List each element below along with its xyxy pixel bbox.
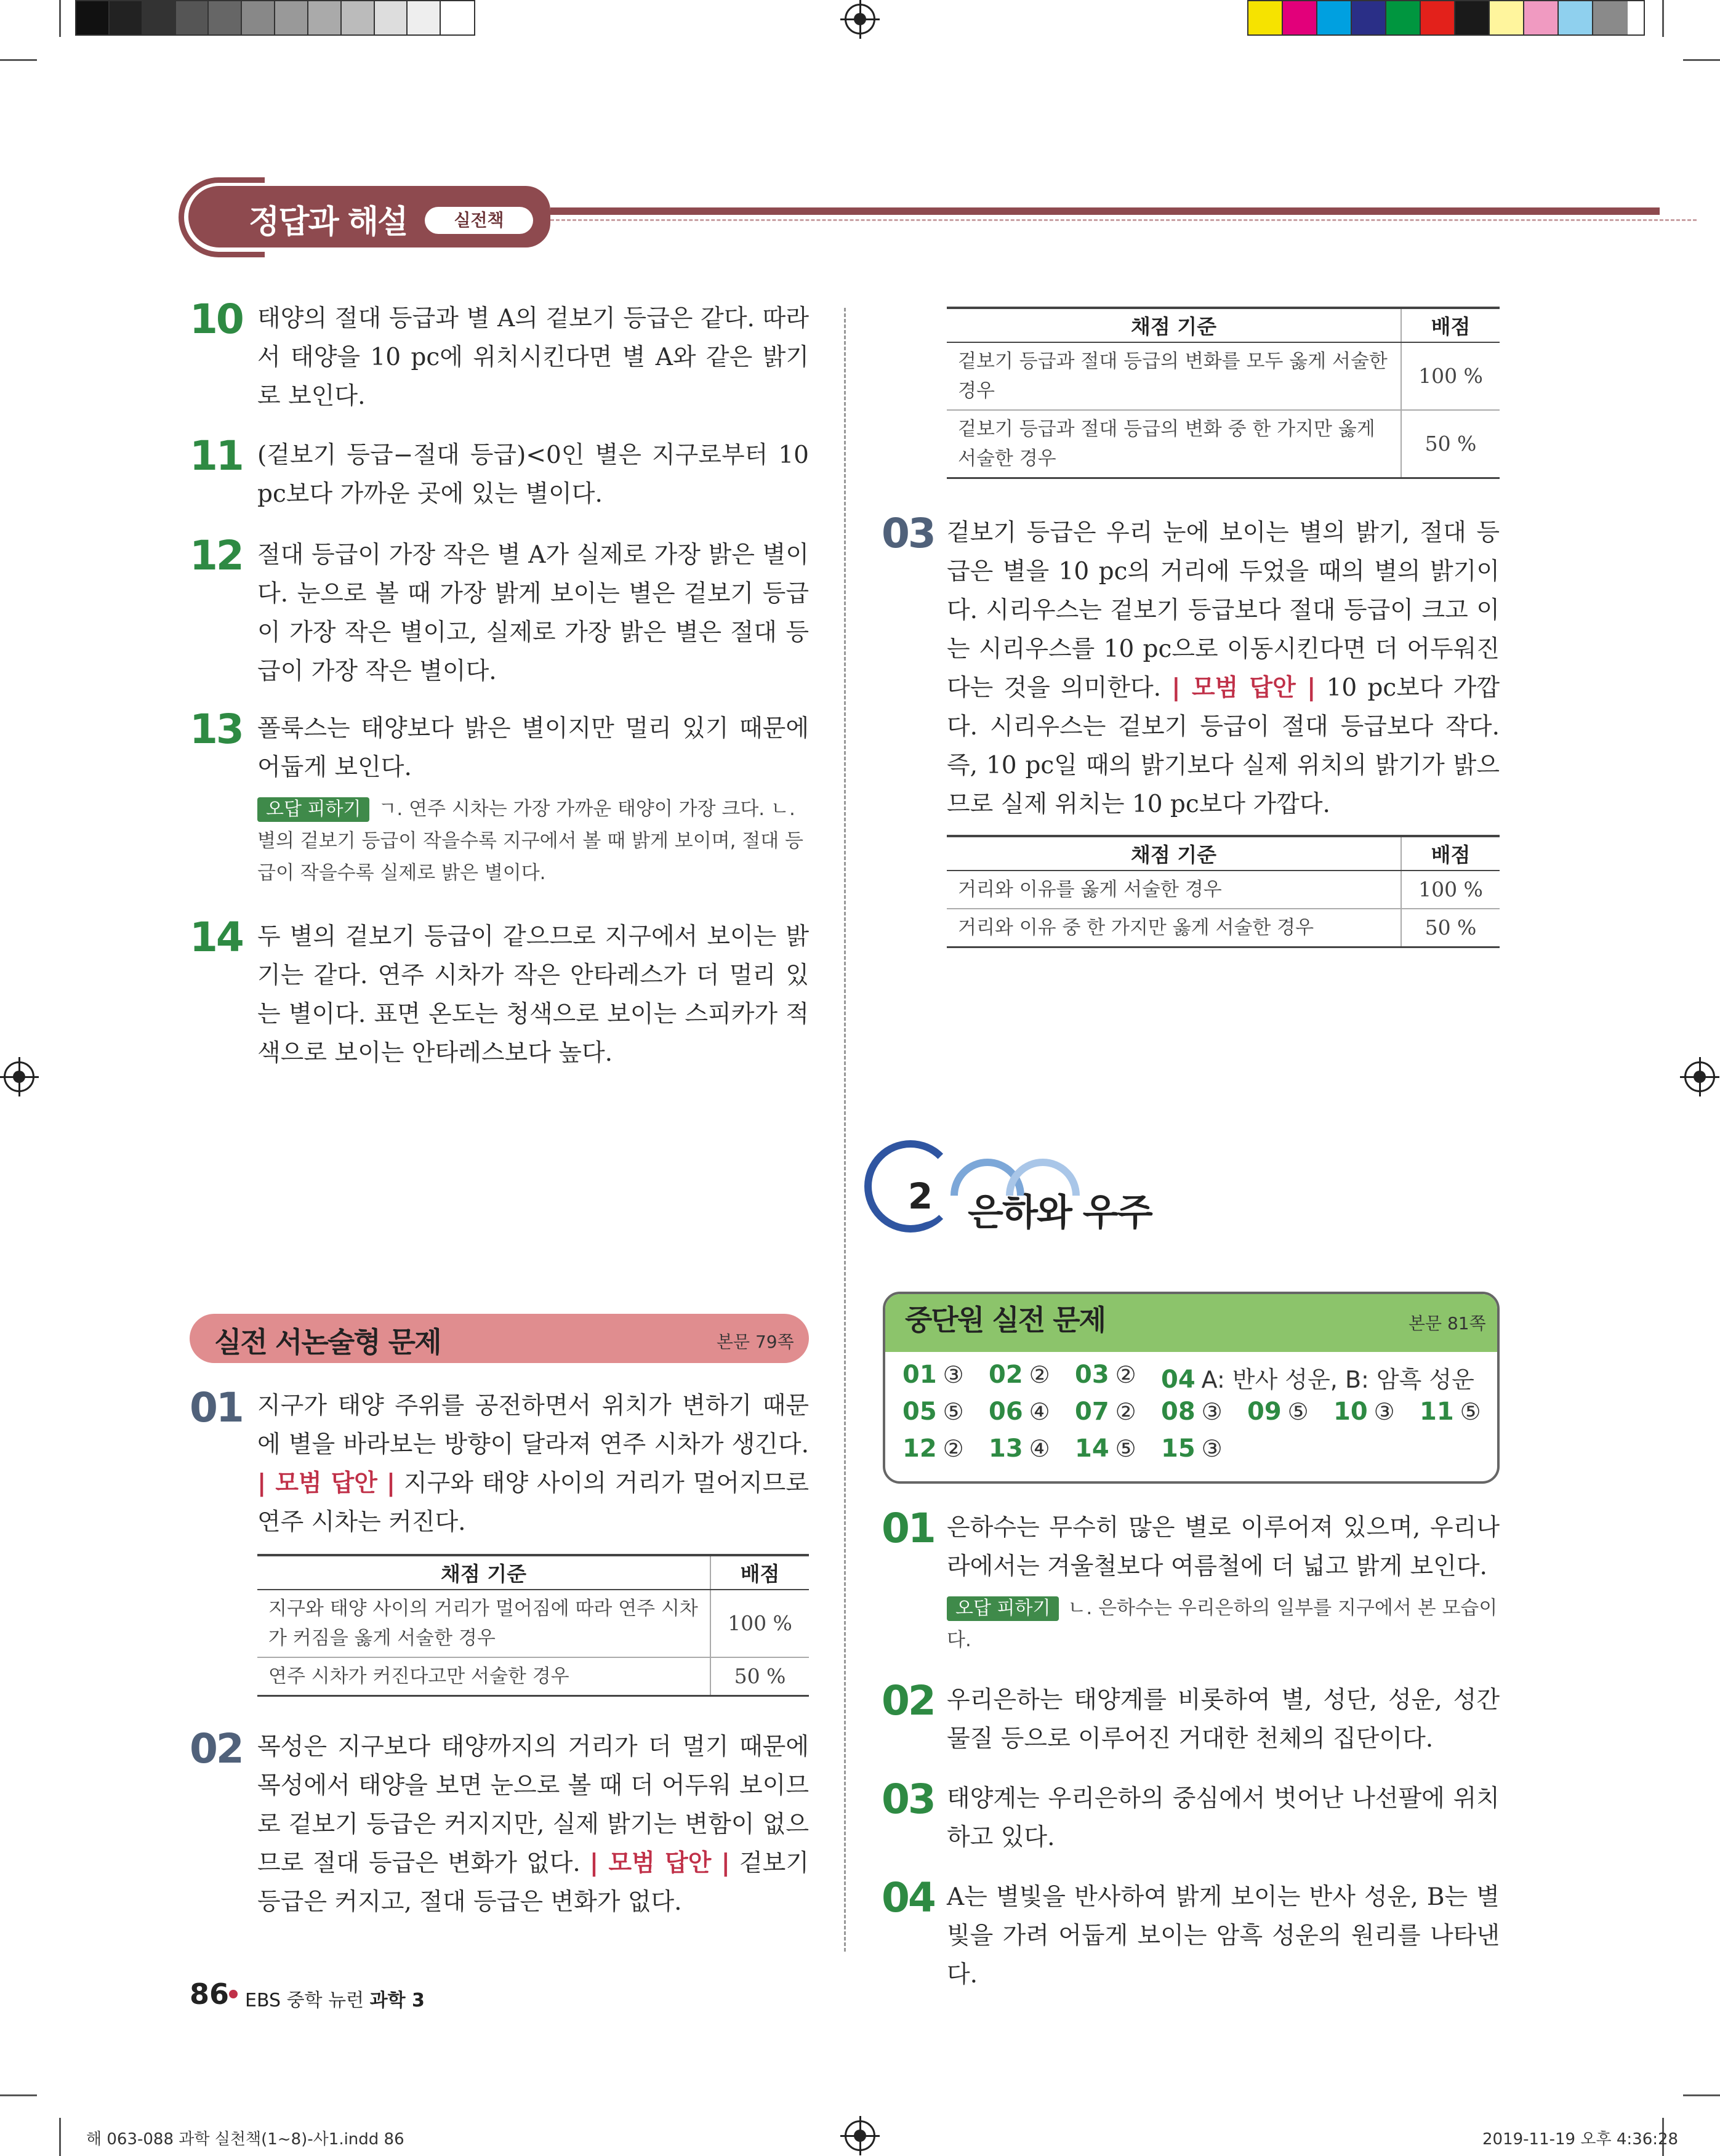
crop-mark xyxy=(59,2118,61,2156)
note-text: ㄴ. 은하수는 우리은하의 일부를 지구에서 본 모습이다. xyxy=(947,1597,1498,1651)
essay-section-ref: 본문 79쪽 xyxy=(717,1332,794,1352)
item-number: 03 xyxy=(882,1776,934,1823)
slug-timestamp: 2019-11-19 오후 4:36:28 xyxy=(1482,2130,1679,2149)
item-number: 01 xyxy=(882,1505,934,1552)
crop-mark xyxy=(1683,59,1720,61)
footer-bullet xyxy=(229,1990,238,1998)
wrong-answer-note xyxy=(257,793,809,889)
criteria-cell: 겉보기 등급과 절대 등급의 변화 중 한 가지만 옳게 서술한 경우 xyxy=(947,410,1401,478)
score-cell: 100 % xyxy=(710,1590,809,1657)
item-number: 14 xyxy=(190,914,243,961)
header-rule xyxy=(550,207,1660,215)
item-text: 우리은하는 태양계를 비롯하여 별, 성단, 성운, 성간 물질 등으로 이루어진 거대한 천체의 집단이다. xyxy=(947,1686,1500,1753)
model-answer-label: | 모범 답안 | xyxy=(257,1470,396,1497)
table-row xyxy=(947,871,1500,909)
score-cell: 50 % xyxy=(1401,410,1500,478)
model-answer-label: | 모범 답안 | xyxy=(589,1849,730,1877)
answer-entry: 12 ② xyxy=(902,1434,964,1463)
slug-filename: 해 063-088 과학 실천책(1~8)-사1.indd 86 xyxy=(86,2130,404,2149)
item-text: 두 별의 겉보기 등급이 같으므로 지구에서 보이는 밝기는 같다. 연주 시차가 작은 안타레스가 더 멀리 있는 별이다. 표면 온도는 청색으로 보이는 스피카가 적색으로 보이는 안타레스보다 높다. xyxy=(257,923,809,1067)
item-number: 11 xyxy=(190,432,243,480)
item-text: (겉보기 등급−절대 등급)<0인 별은 지구로부터 10 pc보다 가까운 곳에 있는 별이다. xyxy=(257,441,809,508)
table-row xyxy=(947,909,1500,947)
answer-entry: 01 ③ xyxy=(902,1361,964,1389)
answer-entry: 13 ④ xyxy=(989,1434,1050,1463)
scoring-table-2 xyxy=(947,307,1500,479)
page-title: 정답과 해설 xyxy=(249,204,408,241)
item-number: 02 xyxy=(882,1677,934,1724)
crop-mark xyxy=(1662,0,1664,37)
criteria-cell: 연주 시차가 커진다고만 서술한 경우 xyxy=(257,1657,710,1696)
answer-entry: 06 ④ xyxy=(989,1398,1050,1426)
item-number: 12 xyxy=(190,532,243,579)
item-text: A는 별빛을 반사하여 밝게 보이는 반사 성운, B는 별빛을 가려 어둡게 보이는 암흑 성운의 원리를 나타낸다. xyxy=(947,1883,1500,1989)
answer-entry: 15 ③ xyxy=(1161,1434,1223,1463)
score-cell: 50 % xyxy=(710,1657,809,1696)
chapter-title: 은하와 우주 xyxy=(968,1191,1152,1234)
grayscale-color-bar xyxy=(75,0,475,36)
registration-mark-top xyxy=(845,4,875,34)
item-text: 은하수는 무수히 많은 별로 이루어져 있으며, 우리나라에서는 겨울철보다 여름철에 더 넓고 밝게 보인다. xyxy=(947,1514,1500,1580)
score-header: 배점 xyxy=(1401,308,1500,342)
registration-mark-bottom xyxy=(845,2120,875,2151)
score-header: 배점 xyxy=(1401,836,1500,871)
criteria-cell: 겉보기 등급과 절대 등급의 변화를 모두 옳게 서술한 경우 xyxy=(947,342,1401,410)
wrong-answer-note xyxy=(947,1592,1500,1656)
answer-entry: 05 ⑤ xyxy=(902,1398,964,1426)
answer-entry: 11 ⑤ xyxy=(1420,1398,1481,1426)
score-cell: 100 % xyxy=(1401,871,1500,909)
crop-mark xyxy=(1683,2094,1720,2096)
item-number: 01 xyxy=(190,1384,243,1431)
answer-entry: 02 ② xyxy=(989,1361,1050,1389)
answer-entry: 09 ⑤ xyxy=(1247,1398,1309,1426)
item-text: 절대 등급이 가장 작은 별 A가 실제로 가장 밝은 별이다. 눈으로 볼 때 가장 밝게 보이는 별은 겉보기 등급이 가장 작은 별이고, 실제로 가장 밝은 별은 절대 등급이 가장 작은 별이다. xyxy=(257,541,809,685)
page-number: 86 xyxy=(190,1977,230,2011)
model-answer: 지구와 태양 사이의 거리가 멀어지므로 연주 시차는 커진다. xyxy=(257,1470,809,1536)
criteria-header: 채점 기준 xyxy=(947,308,1401,342)
wrong-answer-pill: 오답 피하기 xyxy=(257,797,369,822)
answer-entry: 10 ③ xyxy=(1333,1398,1395,1426)
header-badge: 실전책 xyxy=(425,207,533,234)
midunit-ref: 본문 81쪽 xyxy=(1409,1313,1486,1333)
answer-explanation: 목성은 지구보다 태양까지의 거리가 더 멀기 때문에 목성에서 태양을 보면 눈으로 볼 때 더 어두워 보이므로 겉보기 등급은 커지지만, 실제 밝기는 변함이 없으므로 절대 등급은 변화가 없다. xyxy=(257,1733,809,1877)
item-text: 태양계는 우리은하의 중심에서 벗어난 나선팔에 위치하고 있다. xyxy=(947,1785,1500,1851)
column-divider xyxy=(844,308,846,1952)
answer-explanation: 지구가 태양 주위를 공전하면서 위치가 변하기 때문에 별을 바라보는 방향이 달라져 연주 시차가 생긴다. xyxy=(257,1392,809,1458)
item-text: 폴룩스는 태양보다 밝은 별이지만 멀리 있기 때문에 어둡게 보인다. xyxy=(257,715,809,781)
crop-mark xyxy=(0,59,37,61)
model-answer: 10 pc보다 가깝다. 시리우스는 겉보기 등급이 절대 등급보다 작다. 즉, 10 pc일 때의 밝기보다 실제 위치의 밝기가 밝으므로 실제 위치는 10 pc보다 가깝다. xyxy=(947,674,1500,818)
answer-entry: 14 ⑤ xyxy=(1075,1434,1136,1463)
answer-explanation: 겉보기 등급은 우리 눈에 보이는 별의 밝기, 절대 등급은 별을 10 pc의 거리에 두었을 때의 별의 밝기이다. 시리우스는 겉보기 등급보다 절대 등급이 크고 이는 시리우스를 10 pc으로 이동시킨다면 더 어두워진다는 것을 의미한다. xyxy=(947,519,1500,702)
answer-entry: 04 A: 반사 성운, B: 암흑 성운 xyxy=(1161,1366,1474,1394)
score-cell: 100 % xyxy=(1401,342,1500,410)
item-number: 13 xyxy=(190,706,243,753)
registration-mark-left xyxy=(4,1061,34,1092)
score-cell: 50 % xyxy=(1401,909,1500,947)
answer-entry: 08 ③ xyxy=(1161,1398,1223,1426)
chapter-number: 2 xyxy=(894,1170,947,1223)
item-number: 03 xyxy=(882,510,934,557)
note-text: ㄱ. 연주 시차는 가장 가까운 태양이 가장 크다. ㄴ. 별의 겉보기 등급이 작을수록 지구에서 볼 때 밝게 보이며, 절대 등급이 작을수록 실제로 밝은 별이다. xyxy=(257,798,803,884)
criteria-header: 채점 기준 xyxy=(947,836,1401,871)
table-row xyxy=(257,1657,809,1696)
wrong-answer-pill: 오답 피하기 xyxy=(947,1596,1059,1621)
criteria-cell: 거리와 이유 중 한 가지만 옳게 서술한 경우 xyxy=(947,909,1401,947)
midunit-title: 중단원 실전 문제 xyxy=(905,1303,1106,1337)
scoring-table-3 xyxy=(947,835,1500,948)
table-row xyxy=(257,1590,809,1657)
item-number: 10 xyxy=(190,296,243,343)
item-text xyxy=(257,1728,809,1921)
criteria-cell: 지구와 태양 사이의 거리가 멀어짐에 따라 연주 시차가 커짐을 옳게 서술한 경우 xyxy=(257,1590,710,1657)
essay-section-title: 실전 서논술형 문제 xyxy=(214,1325,441,1359)
item-text xyxy=(947,513,1500,824)
answer-entry: 07 ② xyxy=(1075,1398,1136,1426)
header-dashed-rule xyxy=(550,219,1697,221)
model-answer: 겉보기 등급은 커지고, 절대 등급은 변화가 없다. xyxy=(257,1849,810,1916)
criteria-header: 채점 기준 xyxy=(257,1555,710,1590)
item-text xyxy=(257,1386,809,1542)
item-number: 02 xyxy=(190,1725,243,1772)
registration-mark-right xyxy=(1684,1061,1715,1092)
footer-book-title: EBS 중학 뉴런 과학 3 xyxy=(245,1990,425,2011)
table-row xyxy=(947,342,1500,410)
answer-entry: 03 ② xyxy=(1075,1361,1136,1389)
crop-mark xyxy=(0,2094,37,2096)
item-text: 태양의 절대 등급과 별 A의 겉보기 등급은 같다. 따라서 태양을 10 pc에 위치시킨다면 별 A와 같은 밝기로 보인다. xyxy=(257,305,809,410)
process-color-bar xyxy=(1247,0,1645,36)
item-number: 04 xyxy=(882,1874,934,1921)
scoring-table-1 xyxy=(257,1554,809,1697)
criteria-cell: 거리와 이유를 옳게 서술한 경우 xyxy=(947,871,1401,909)
score-header: 배점 xyxy=(710,1555,809,1590)
model-answer-label: | 모범 답안 | xyxy=(1171,674,1316,702)
table-row xyxy=(947,410,1500,478)
crop-mark xyxy=(59,0,61,37)
